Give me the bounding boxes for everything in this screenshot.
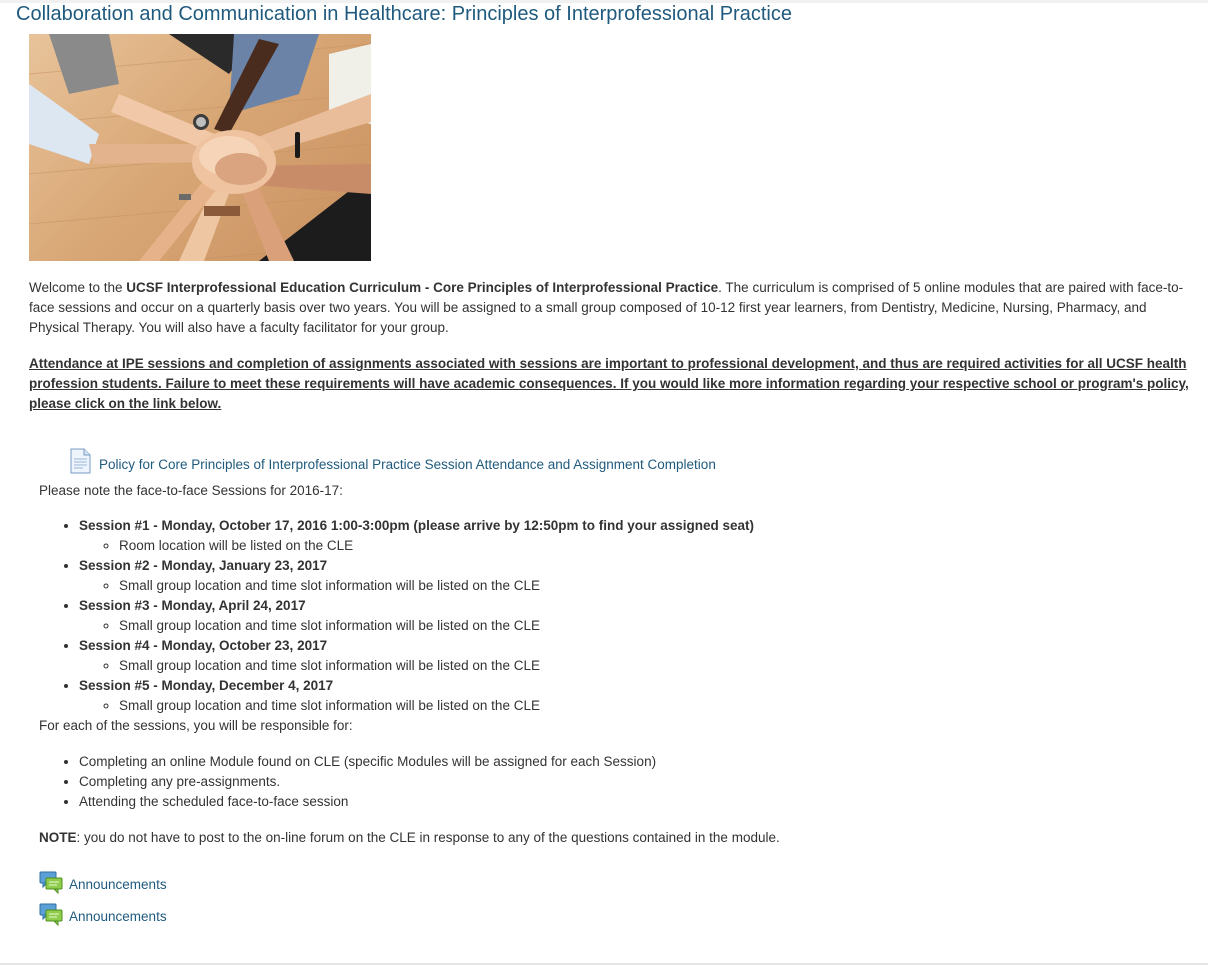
sessions-heading: Please note the face-to-face Sessions for 2016-17: (39, 483, 343, 498)
session-title: Session #2 - Monday, January 23, 2017 (79, 558, 328, 573)
announcements-link[interactable] (39, 870, 167, 894)
session-detail: ◦ Small group location and time slot information will be listed on the CLE (119, 576, 754, 596)
note-label: NOTE (39, 830, 77, 845)
note-text: : you do not have to post to the on-line forum on the CLE in response to any of the questions contained in the module. (76, 830, 780, 845)
responsibility-item: • Completing an online Module found on CLE (specific Modules will be assigned for each Session) (79, 752, 656, 772)
policy-warning: Attendance at IPE sessions and completion of assignments associated with sessions are important to professional development, and thus are required activities for all UCSF health profession students. Failure to meet these requirements will have academic consequences. If you would like more information regarding your respective school or program's policy, please click on the link below. (29, 356, 1189, 411)
session-title: Session #5 - Monday, December 4, 2017 (79, 678, 334, 693)
session-item (79, 596, 754, 636)
responsibilities-heading: For each of the sessions, you will be responsible for: (39, 718, 353, 733)
session-title: Session #3 - Monday, April 24, 2017 (79, 598, 306, 613)
page-title: Collaboration and Communication in Healthcare: Principles of Interprofessional Practice (16, 3, 792, 25)
policy-document-link[interactable] (70, 448, 716, 474)
intro-prefix: Welcome to the (29, 280, 127, 295)
sessions-list (39, 516, 754, 716)
session-item (79, 676, 754, 716)
session-detail: ◦ Small group location and time slot information will be listed on the CLE (119, 696, 754, 716)
session-title: Session #1 - Monday, October 17, 2016 1:00-3:00pm (please arrive by 12:50pm to find your assigned seat) (79, 518, 754, 533)
intro-paragraph (29, 278, 1189, 338)
announcements-label[interactable]: Announcements (69, 909, 167, 924)
responsibility-item: • Attending the scheduled face-to-face session (79, 792, 656, 812)
announcements-link[interactable] (39, 902, 167, 926)
session-title: Session #4 - Monday, October 23, 2017 (79, 638, 328, 653)
announcements-label[interactable]: Announcements (69, 877, 167, 892)
responsibilities-list (39, 752, 656, 812)
intro-curriculum-name: UCSF Interprofessional Education Curriculum - Core Principles of Interprofessional Practice (126, 280, 719, 295)
session-detail: ◦ Small group location and time slot information will be listed on the CLE (119, 656, 754, 676)
responsibility-item: • Completing any pre-assignments. (79, 772, 656, 792)
intro-suffix: . The curriculum is comprised of 5 online modules that are paired with face-to-face sessions and occur on a quarterly basis over two years. You will be assigned to a small group composed of 10-12 first year learners, from Dentistry, Medicine, Nursing, Pharmacy, and Physical Therapy. You will also have a faculty facilitator for your group. (29, 280, 1184, 335)
document-icon (70, 448, 91, 474)
hands-together-image (29, 34, 371, 261)
note-paragraph (39, 828, 780, 848)
forum-icon (39, 902, 63, 926)
hands-illustration (29, 34, 371, 261)
bottom-border (0, 963, 1208, 965)
session-detail: ◦ Small group location and time slot information will be listed on the CLE (119, 616, 754, 636)
forum-icon (39, 870, 63, 894)
session-item (79, 516, 754, 556)
session-detail: ◦ Room location will be listed on the CLE (119, 536, 754, 556)
policy-link-label[interactable]: Policy for Core Principles of Interprofessional Practice Session Attendance and Assignment Completion (99, 457, 716, 472)
session-item (79, 556, 754, 596)
session-item (79, 636, 754, 676)
